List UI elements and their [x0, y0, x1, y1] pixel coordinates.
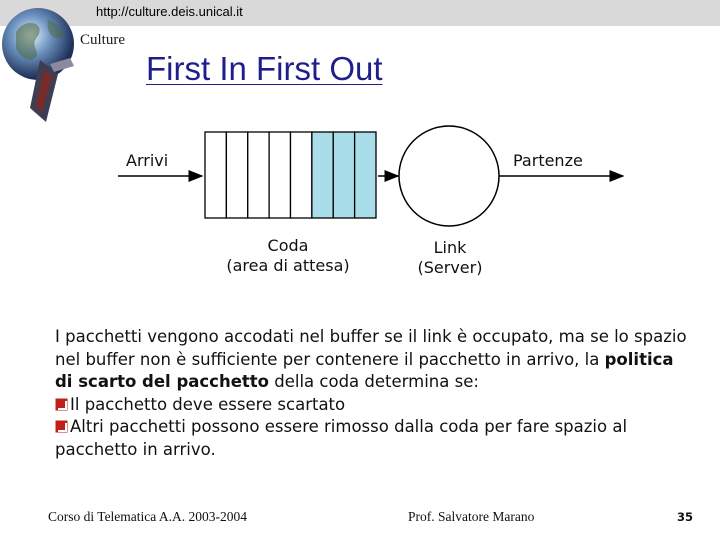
arrivals-label: Arrivi [126, 151, 169, 170]
queue-slot-empty [226, 132, 247, 218]
footer-course: Corso di Telematica A.A. 2003-2004 [48, 509, 248, 524]
queue-label-line2: (area di attesa) [226, 256, 350, 275]
header-url: http://culture.deis.unical.it [96, 4, 243, 19]
bullet-item [55, 394, 695, 417]
body-text [55, 326, 695, 461]
queue-slot-occupied [333, 132, 354, 218]
red-checkbox-icon [55, 420, 68, 433]
bullet-text: Il pacchetto deve essere scartato [70, 394, 346, 414]
queue-slot-empty [248, 132, 269, 218]
queue-buffer [205, 132, 376, 218]
body-paragraph-end: della coda determina se: [269, 372, 479, 391]
link-label-line1: Link [433, 238, 467, 257]
queue-slot-occupied [355, 132, 376, 218]
body-paragraph-start: I pacchetti vengono accodati nel buffer se il link è occupato, ma se lo spazio nel buffer non è sufficiente per contenere il pacchetto in arrivo, la [55, 327, 687, 369]
queue-slot-empty [291, 132, 312, 218]
slide-title: First In First Out [146, 50, 383, 87]
queue-label-line1: Coda [267, 236, 309, 255]
bullet-item [55, 416, 695, 461]
logo-text: Culture [80, 32, 125, 48]
link-label [404, 238, 496, 278]
link-label-line2: (Server) [417, 258, 483, 277]
queue-slot-empty [269, 132, 290, 218]
bullet-text: Altri pacchetti possono essere rimosso dalla coda per fare spazio al pacchetto in arrivo. [55, 417, 628, 459]
server-circle [399, 126, 499, 226]
footer-author: Prof. Salvatore Marano [408, 509, 535, 524]
queue-slot-occupied [312, 132, 333, 218]
page-number: 35 [676, 510, 693, 524]
departures-label: Partenze [513, 151, 583, 170]
red-checkbox-icon [55, 398, 68, 411]
body-paragraph [55, 326, 695, 394]
body-paragraph-bold: politica di scarto del pacchetto [55, 349, 674, 391]
queue-slot-empty [205, 132, 226, 218]
queue-label [206, 236, 370, 276]
